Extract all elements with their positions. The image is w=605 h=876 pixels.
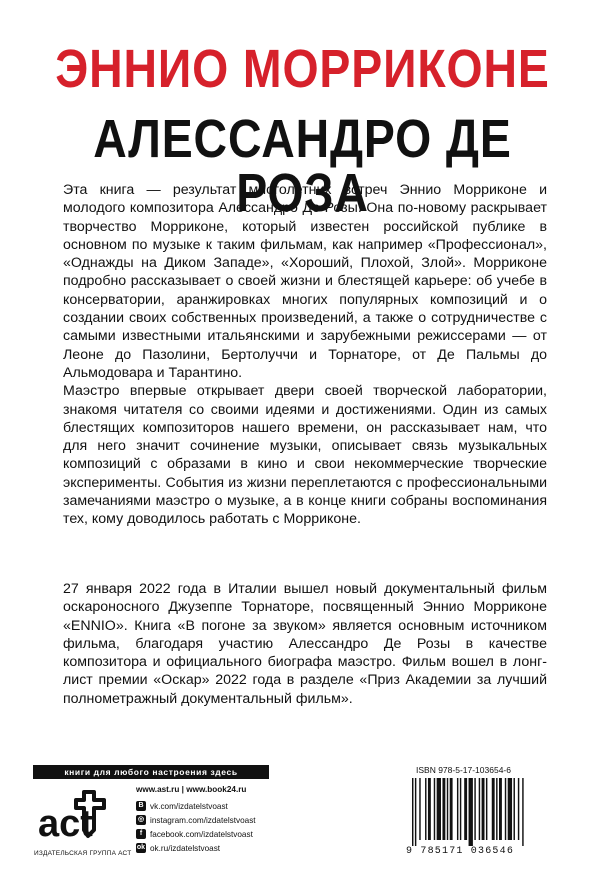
link-text: ok.ru/izdatelstvoast <box>150 843 221 853</box>
ast-logo-icon <box>34 786 124 848</box>
link-text: facebook.com/izdatelstvoast <box>150 829 253 839</box>
paragraph-intro: Эта книга — результат многолетних встреч Эннио Морриконе и молодого композитора Алессандро Де Розы. Она по-новому раскрывает творчество Морриконе, который известен российской публике в основном по музыке к таким фильмам, как например «Профессионал», «Однажды на Диком Западе», «Хороший, Плохой, Злой». Морриконе подробно рассказывает о своей жизни и блестящей карьере: об учебе в консерватории, аранжировках многих популярных композиций и о создании своих собственных произведений, а также о сотрудничестве с самыми известными итальянскими и зарубежными режиссерами — от Леоне до Пазолини, Бертолуччи и Торнаторе, от Де Пальмы до Альмодовара и Тарантино. <box>63 182 547 381</box>
coauthor-title: АЛЕССАНДРО ДЕ РОЗА <box>93 109 512 223</box>
paragraph-film: 27 января 2022 года в Италии вышел новый документальный фильм оскароносного Джузеппе Торнаторе, посвященный Эннио Морриконе «ENNIO». Книга «В погоне за звуком» является основным источником фильма, благодаря участию Алессандро Де Розы в качестве композитора и официального биографа маэстро. Фильм вошел в лонг-лист премии «Оскар» 2022 года в разделе «Приз Академии за лучший полнометражный документальный фильм». <box>63 581 547 707</box>
websites[interactable]: www.ast.ru | www.book24.ru <box>136 785 247 794</box>
publisher-name: ИЗДАТЕЛЬСКАЯ ГРУППА АСТ <box>34 850 132 857</box>
publisher-links <box>136 785 256 855</box>
tagline-bar: книги для любого настроения здесь <box>33 765 269 779</box>
paragraph-maestro: Маэстро впервые открывает двери своей творческой лаборатории, знакомя читателя со своими идеями и достижениями. Один из самых блестящих композиторов нашего времени, он рассказывает нам, что для него значит сочинение музыки, описывает связь музыкальных композиций с образами в кино и свои некоммерческие творческие эксперименты. События из жизни переплетаются с профессиональными замечаниями маэстро о музыке, а в конце книги собраны воспоминания тех, кому доводилось работать с Морриконе. <box>63 383 547 528</box>
film-text <box>63 580 547 708</box>
link-ok[interactable] <box>136 841 256 855</box>
facebook-icon: f <box>136 829 146 839</box>
vk-icon: B <box>136 801 146 811</box>
link-instagram[interactable] <box>136 813 256 827</box>
barcode-number: 9 785171 036546 <box>406 846 515 857</box>
link-text: instagram.com/izdatelstvoast <box>150 815 256 825</box>
link-facebook[interactable] <box>136 827 256 841</box>
isbn: ISBN 978-5-17-103654-6 <box>416 765 511 775</box>
link-vk[interactable] <box>136 799 256 813</box>
barcode-icon <box>408 778 576 846</box>
link-text: vk.com/izdatelstvoast <box>150 801 228 811</box>
svg-text:act: act <box>38 803 93 845</box>
annotation-text <box>63 181 547 529</box>
instagram-icon: ◎ <box>137 816 145 823</box>
ok-icon: ok <box>136 844 146 851</box>
author-title: ЭННИО МОРРИКОНЕ <box>55 39 550 99</box>
